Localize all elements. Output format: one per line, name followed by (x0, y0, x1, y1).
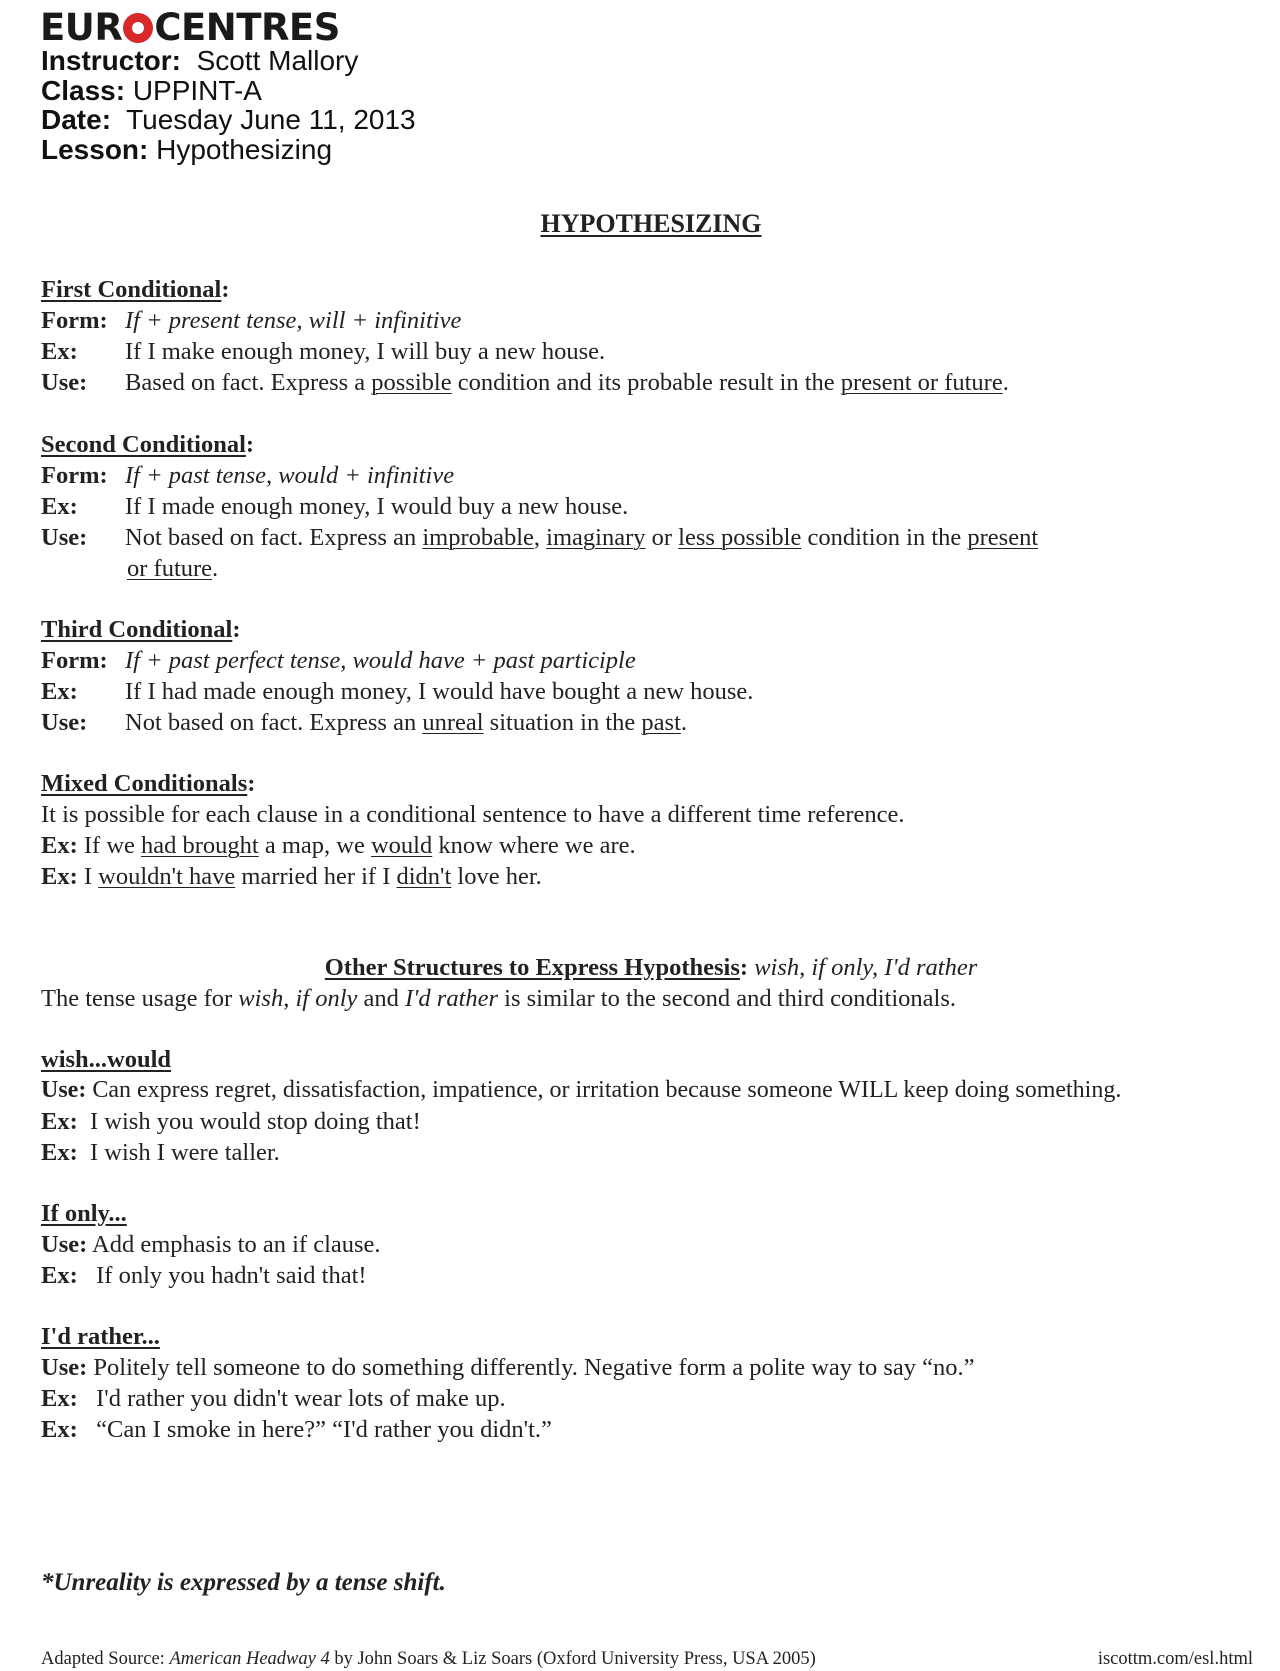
mixed-conditionals-example-1: Ex: If we had brought a map, we would know where we are. (41, 832, 636, 859)
id-rather-example-1: Ex: I'd rather you didn't wear lots of make up. (41, 1385, 506, 1412)
other-structures-heading: Other Structures to Express Hypothesis: wish, if only, I'd rather (324, 954, 978, 981)
third-conditional-form: Form: If + past perfect tense, would have + past participle (41, 647, 636, 674)
mixed-conditionals-heading: Mixed Conditionals: (41, 770, 256, 797)
instructor-row: Instructor: Scott Mallory (41, 45, 359, 76)
wish-would-use: Use: Can express regret, dissatisfaction, impatience, or irritation because someone WILL keep doing something. (41, 1077, 1122, 1103)
second-conditional-form: Form: If + past tense, would + infinitive (41, 462, 455, 489)
first-conditional-form: Form: If + present tense, will + infinitive (41, 307, 462, 334)
first-conditional-example: Ex: If I make enough money, I will buy a new house. (41, 338, 606, 365)
other-structures-text: The tense usage for wish, if only and I'd rather is similar to the second and third conditionals. (41, 985, 956, 1012)
class-row: Class: UPPINT-A (41, 74, 262, 106)
id-rather-example-2: Ex: “Can I smoke in here?” “I'd rather you didn't.” (41, 1416, 552, 1443)
logo-o-mark (123, 13, 153, 43)
if-only-heading: If only... (41, 1200, 127, 1227)
third-conditional-heading: Third Conditional: (41, 616, 241, 643)
mixed-conditionals-text: It is possible for each clause in a conditional sentence to have a different time reference. (41, 801, 905, 828)
first-conditional-heading: First Conditional: (41, 276, 230, 303)
wish-would-example-2: Ex: I wish I were taller. (41, 1139, 280, 1166)
second-conditional-heading: Second Conditional: (41, 431, 255, 458)
footer-source: Adapted Source: American Headway 4 by John Soars & Liz Soars (Oxford University Press, USA 2005) (41, 1649, 816, 1669)
if-only-use: Use: Add emphasis to an if clause. (41, 1231, 381, 1258)
second-conditional-use-cont: or future. (127, 555, 219, 582)
first-conditional-use: Use: Based on fact. Express a possible condition and its probable result in the present or future. (41, 369, 1009, 396)
page-title: HYPOTHESIZING (540, 209, 762, 238)
id-rather-heading: I'd rather... (41, 1323, 160, 1350)
third-conditional-use: Use: Not based on fact. Express an unreal situation in the past. (41, 709, 688, 736)
second-conditional-use: Use: Not based on fact. Express an improbable, imaginary or less possible condition in the present (41, 524, 1039, 551)
id-rather-use: Use: Politely tell someone to do something differently. Negative form a polite way to say “no.” (41, 1354, 975, 1381)
tense-shift-note: *Unreality is expressed by a tense shift. (41, 1569, 446, 1596)
wish-would-example-1: Ex: I wish you would stop doing that! (41, 1108, 421, 1135)
second-conditional-example: Ex: If I made enough money, I would buy a new house. (41, 493, 629, 520)
lesson-row: Lesson: Hypothesizing (41, 133, 333, 165)
wish-would-heading: wish...would (41, 1046, 172, 1073)
if-only-example: Ex: If only you hadn't said that! (41, 1262, 367, 1289)
third-conditional-example: Ex: If I had made enough money, I would have bought a new house. (41, 678, 754, 705)
eurocentres-logo: EUR CENTRES (40, 6, 340, 49)
mixed-conditionals-example-2: Ex: I wouldn't have married her if I didn't love her. (41, 863, 542, 890)
date-row: Date: Tuesday June 11, 2013 (41, 104, 416, 135)
lesson-header (41, 46, 416, 164)
footer-url: iscottm.com/esl.html (1097, 1649, 1253, 1669)
